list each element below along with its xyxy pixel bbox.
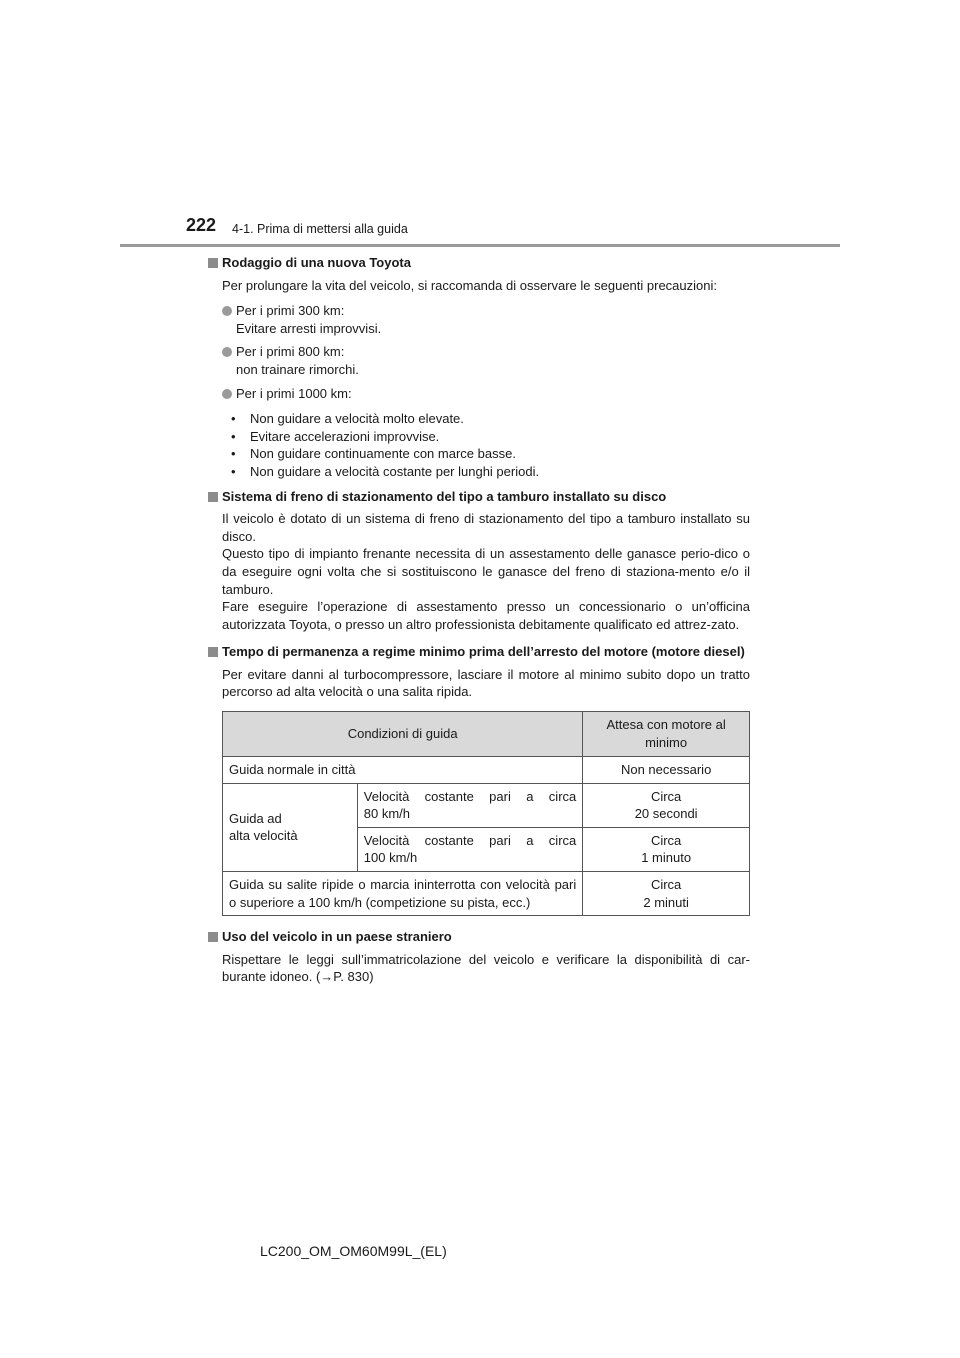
sub-list-item: • Evitare accelerazioni improvvise.	[231, 428, 440, 444]
square-bullet-icon	[208, 258, 218, 268]
drum-brake-paragraph: Questo tipo di impianto frenante necessita di un assestamento delle ganasce perio-dico o da eseguire ogni volta che si sostituiscono le ganasce del freno di staziona-mento e/o il tamburo.	[222, 546, 750, 597]
table-row	[223, 872, 750, 916]
sub-list-item: • Non guidare continuamente con marce basse.	[231, 446, 516, 462]
section-title-text: Rodaggio di una nuova Toyota	[222, 255, 411, 270]
circle-bullet-icon	[222, 347, 232, 357]
table-header-conditions: Condizioni di guida	[223, 712, 583, 757]
table-cell: Non necessario	[583, 757, 750, 784]
sub-list-text: Non guidare a velocità costante per lunghi periodi.	[250, 463, 540, 479]
section-title-text: Tempo di permanenza a regime minimo prima dell’arresto del motore (motore diesel)	[222, 644, 745, 660]
table-cell: Guida normale in città	[223, 757, 583, 784]
cell-line: Circa	[650, 877, 682, 893]
break-in-intro: Per prolungare la vita del veicolo, si raccomanda di osservare le seguenti precauzioni:	[222, 277, 717, 293]
bullet-line: Evitare arresti improvvisi.	[236, 320, 382, 336]
page-content	[208, 254, 750, 986]
sub-list-text: Non guidare continuamente con marce basse.	[250, 446, 516, 462]
square-bullet-icon	[208, 492, 218, 502]
square-bullet-icon	[208, 647, 218, 657]
table-cell	[583, 872, 750, 916]
cell-line: 1 minuto	[641, 850, 692, 866]
table-cell-high-speed	[223, 783, 358, 871]
cell-line: Guida ad	[229, 810, 282, 826]
bullet-line: non trainare rimorchi.	[236, 361, 359, 377]
cell-line: Circa	[650, 788, 682, 804]
header-line: Attesa con motore al	[606, 717, 726, 733]
sub-list-text: Evitare accelerazioni improvvise.	[250, 428, 440, 444]
idle-time-table	[222, 711, 750, 916]
sub-list	[222, 410, 750, 480]
circle-bullet-icon	[222, 389, 232, 399]
page-number: 222	[186, 215, 217, 235]
bullet-line: Per i primi 800 km:	[236, 344, 345, 360]
bullet-line: Per i primi 300 km:	[236, 303, 345, 319]
list-item	[222, 302, 750, 337]
cell-line: Circa	[650, 832, 682, 848]
sub-list-item: • Non guidare a velocità molto elevate.	[231, 411, 464, 427]
cell-line: Velocità costante pari a circa	[363, 788, 577, 804]
list-item	[222, 385, 750, 403]
sub-list-text: Non guidare a velocità molto elevate.	[250, 411, 464, 427]
list-item	[222, 343, 750, 378]
section-title-text: Uso del veicolo in un paese straniero	[222, 929, 452, 945]
section-title-text: Sistema di freno di stazionamento del tipo a tamburo installato su disco	[222, 488, 667, 504]
table-cell	[583, 783, 750, 827]
table-row	[223, 757, 750, 784]
section-title-idle-time	[208, 643, 750, 661]
drum-brake-paragraph: Fare eseguire l’operazione di assestamento presso un concessionario o un’officina autorizzata Toyota, o presso un altro professionista debitamente qualificato ed attrez-zato.	[222, 599, 750, 632]
bullet-line: Per i primi 1000 km:	[236, 385, 352, 401]
header-divider	[120, 244, 840, 247]
cell-line: 80 km/h	[363, 806, 411, 822]
sub-list-item: • Non guidare a velocità costante per lunghi periodi.	[231, 463, 540, 479]
section-title-drum-brake	[208, 488, 750, 506]
table-row	[223, 783, 750, 827]
table-header-row	[223, 712, 750, 757]
table-header-wait	[583, 712, 750, 757]
cell-line: Velocità costante pari a circa	[363, 832, 577, 848]
section-title-break-in	[208, 254, 750, 272]
section-title-abroad	[208, 928, 750, 946]
table-cell: Guida su salite ripide o marcia ininterrotta con velocità pari o superiore a 100 km/h (competizione su pista, ecc.)	[223, 872, 583, 916]
document-code: LC200_OM_OM60M99L_(EL)	[260, 1243, 447, 1259]
cell-line: 100 km/h	[363, 850, 418, 866]
square-bullet-icon	[208, 932, 218, 942]
idle-time-intro: Per evitare danni al turbocompressore, lasciare il motore al minimo subito dopo un tratto percorso ad alta velocità o una salita ripida.	[222, 666, 750, 700]
table-cell	[583, 827, 750, 871]
drum-brake-paragraph: Il veicolo è dotato di un sistema di freno di stazionamento del tipo a tamburo installato su disco.	[222, 511, 750, 544]
abroad-paragraph: Rispettare le leggi sull’immatricolazione del veicolo e verificare la disponibilità di car-burante idoneo. (→P. 830)	[222, 951, 750, 985]
table-cell	[357, 783, 583, 827]
section-header-title: 4-1. Prima di mettersi alla guida	[232, 222, 408, 236]
header-line: minimo	[645, 735, 688, 751]
cell-line: 2 minuti	[643, 894, 689, 910]
circle-bullet-icon	[222, 306, 232, 316]
table-cell	[357, 827, 583, 871]
cell-line: 20 secondi	[634, 806, 698, 822]
cell-line: alta velocità	[229, 828, 298, 844]
